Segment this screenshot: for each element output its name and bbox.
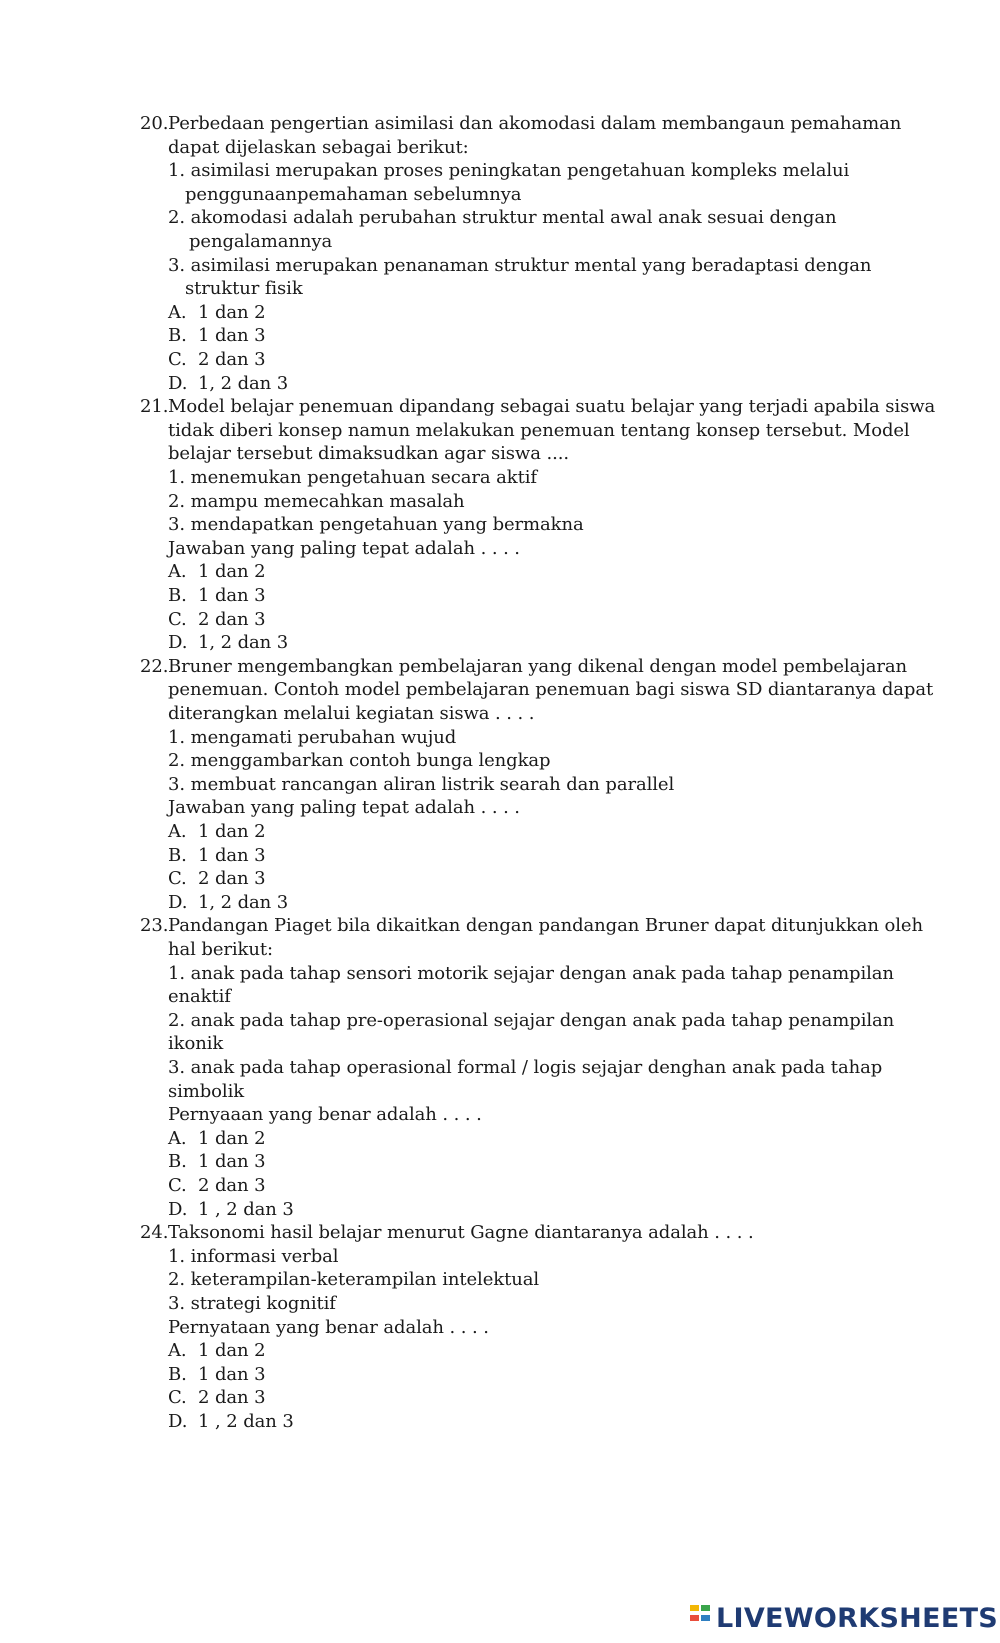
statement-line: 2. keterampilan-keterampilan intelektual: [168, 1269, 539, 1291]
liveworksheets-logo-icon: [690, 1605, 712, 1631]
answer-option[interactable]: [168, 1150, 266, 1174]
option-text: 1 dan 2: [198, 301, 266, 323]
option-letter: B.: [168, 1151, 187, 1173]
option-text: 1, 2 dan 3: [198, 891, 289, 913]
statement-line: 2. menggambarkan contoh bunga lengkap: [168, 750, 551, 772]
option-letter: D.: [168, 1198, 188, 1220]
option-letter: C.: [168, 1175, 187, 1196]
option-text: 1 dan 2: [198, 1127, 266, 1149]
option-text: 1 dan 3: [198, 1151, 266, 1173]
brand-name: LIVEWORKSHEETS: [716, 1602, 999, 1634]
option-text: 1, 2 dan 3: [198, 372, 289, 394]
statement-line: 1. anak pada tahap sensori motorik sejajar dengan anak pada tahap penampilan: [168, 962, 894, 984]
option-text: 2 dan 3: [198, 868, 266, 890]
statement-line: simbolik: [168, 1080, 245, 1102]
question-stem-line: Bruner mengembangkan pembelajaran yang dikenal dengan model pembelajaran: [168, 655, 907, 677]
question-number: 20.: [140, 113, 169, 134]
answer-option[interactable]: [168, 1198, 294, 1222]
option-text: 1 , 2 dan 3: [198, 1411, 294, 1432]
option-letter: D.: [168, 1411, 188, 1432]
statement-line: 3. strategi kognitif: [168, 1293, 336, 1314]
option-letter: C.: [168, 608, 187, 630]
option-text: 2 dan 3: [198, 608, 266, 630]
option-text: 2 dan 3: [198, 1387, 266, 1409]
answer-option[interactable]: [168, 1127, 266, 1151]
option-letter: B.: [168, 844, 187, 866]
statement-line: struktur fisik: [185, 278, 303, 300]
question-stem-line: Taksonomi hasil belajar menurut Gagne diantaranya adalah . . . .: [168, 1222, 754, 1244]
answer-option[interactable]: [168, 631, 288, 655]
question-stem-line: Pandangan Piaget bila dikaitkan dengan pandangan Bruner dapat ditunjukkan oleh: [168, 915, 923, 937]
statement-line: pengalamannya: [189, 231, 333, 252]
option-text: 1, 2 dan 3: [198, 632, 289, 654]
option-letter: A.: [168, 1127, 187, 1149]
question-prompt: Jawaban yang paling tepat adalah . . . .: [168, 797, 520, 819]
answer-option[interactable]: [168, 1174, 266, 1198]
answer-option[interactable]: [168, 1386, 266, 1410]
answer-option[interactable]: [168, 301, 266, 325]
option-letter: A.: [168, 561, 187, 583]
answer-option[interactable]: [168, 867, 266, 891]
option-text: 1 dan 3: [198, 325, 266, 347]
option-letter: B.: [168, 585, 187, 606]
answer-option[interactable]: [168, 844, 266, 868]
answer-option[interactable]: [168, 608, 266, 632]
option-text: 1 dan 2: [198, 821, 266, 842]
option-text: 1 dan 2: [198, 561, 266, 583]
option-text: 1 dan 3: [198, 1363, 266, 1385]
question-stem-line: tidak diberi konsep namun melakukan penemuan tentang konsep tersebut. Model: [168, 419, 910, 441]
statement-line: 2. anak pada tahap pre-operasional sejajar dengan anak pada tahap penampilan: [168, 1009, 895, 1031]
answer-option[interactable]: [168, 584, 266, 608]
statement-line: 1. asimilasi merupakan proses peningkatan pengetahuan kompleks melalui: [168, 160, 850, 182]
option-letter: A.: [168, 821, 187, 842]
option-letter: C.: [168, 868, 187, 890]
option-letter: B.: [168, 325, 187, 347]
option-letter: C.: [168, 1387, 187, 1409]
answer-option[interactable]: [168, 820, 266, 844]
option-letter: C.: [168, 349, 187, 370]
statement-line: 3. asimilasi merupakan penanaman struktur mental yang beradaptasi dengan: [168, 254, 872, 276]
statement-line: penggunaanpemahaman sebelumnya: [185, 183, 522, 205]
option-text: 1 dan 2: [198, 1340, 266, 1362]
answer-option[interactable]: [168, 372, 288, 396]
statement-line: 2. mampu memecahkan masalah: [168, 490, 465, 512]
answer-option[interactable]: [168, 1410, 294, 1434]
question-prompt: Pernyataan yang benar adalah . . . .: [168, 1316, 489, 1338]
question-number: 22.: [140, 655, 169, 677]
statement-line: 1. mengamati perubahan wujud: [168, 726, 457, 748]
statement-line: 1. menemukan pengetahuan secara aktif: [168, 467, 537, 488]
question-number: 23.: [140, 915, 169, 937]
question-number: 21.: [140, 396, 169, 418]
option-letter: D.: [168, 372, 188, 394]
question-prompt: Pernyaaan yang benar adalah . . . .: [168, 1104, 482, 1126]
option-text: 1 dan 3: [198, 585, 266, 606]
statement-line: 3. anak pada tahap operasional formal / logis sejajar denghan anak pada tahap: [168, 1057, 883, 1078]
question-stem-line: diterangkan melalui kegiatan siswa . . . .: [168, 703, 535, 724]
liveworksheets-brand: [690, 1603, 998, 1633]
statement-line: 3. mendapatkan pengetahuan yang bermakna: [168, 514, 584, 536]
statement-line: 3. membuat rancangan aliran listrik searah dan parallel: [168, 773, 675, 795]
option-text: 1 , 2 dan 3: [198, 1198, 294, 1220]
option-text: 2 dan 3: [198, 349, 266, 370]
option-letter: A.: [168, 1340, 187, 1362]
option-text: 2 dan 3: [198, 1175, 266, 1196]
option-letter: D.: [168, 891, 188, 913]
question-stem-line: Perbedaan pengertian asimilasi dan akomodasi dalam membangaun pemahaman: [168, 113, 902, 134]
question-stem-line: belajar tersebut dimaksudkan agar siswa ....: [168, 443, 569, 465]
statement-line: enaktif: [168, 986, 231, 1008]
answer-option[interactable]: [168, 324, 266, 348]
question-stem-line: penemuan. Contoh model pembelajaran penemuan bagi siswa SD diantaranya dapat: [168, 679, 934, 701]
answer-option[interactable]: [168, 1339, 266, 1363]
statement-line: ikonik: [168, 1033, 224, 1055]
question-number: 24.: [140, 1222, 169, 1244]
option-letter: D.: [168, 632, 188, 654]
answer-option[interactable]: [168, 560, 266, 584]
answer-option[interactable]: [168, 891, 288, 915]
option-letter: B.: [168, 1363, 187, 1385]
question-stem-line: dapat dijelaskan sebagai berikut:: [168, 136, 469, 158]
option-letter: A.: [168, 301, 187, 323]
answer-option[interactable]: [168, 1363, 266, 1387]
question-stem-line: hal berikut:: [168, 939, 273, 960]
statement-line: 2. akomodasi adalah perubahan struktur mental awal anak sesuai dengan: [168, 207, 837, 229]
option-text: 1 dan 3: [198, 844, 266, 866]
statement-line: 1. informasi verbal: [168, 1245, 339, 1267]
answer-option[interactable]: [168, 348, 266, 372]
question-prompt: Jawaban yang paling tepat adalah . . . .: [168, 537, 520, 559]
question-stem-line: Model belajar penemuan dipandang sebagai suatu belajar yang terjadi apabila siswa: [168, 396, 936, 418]
